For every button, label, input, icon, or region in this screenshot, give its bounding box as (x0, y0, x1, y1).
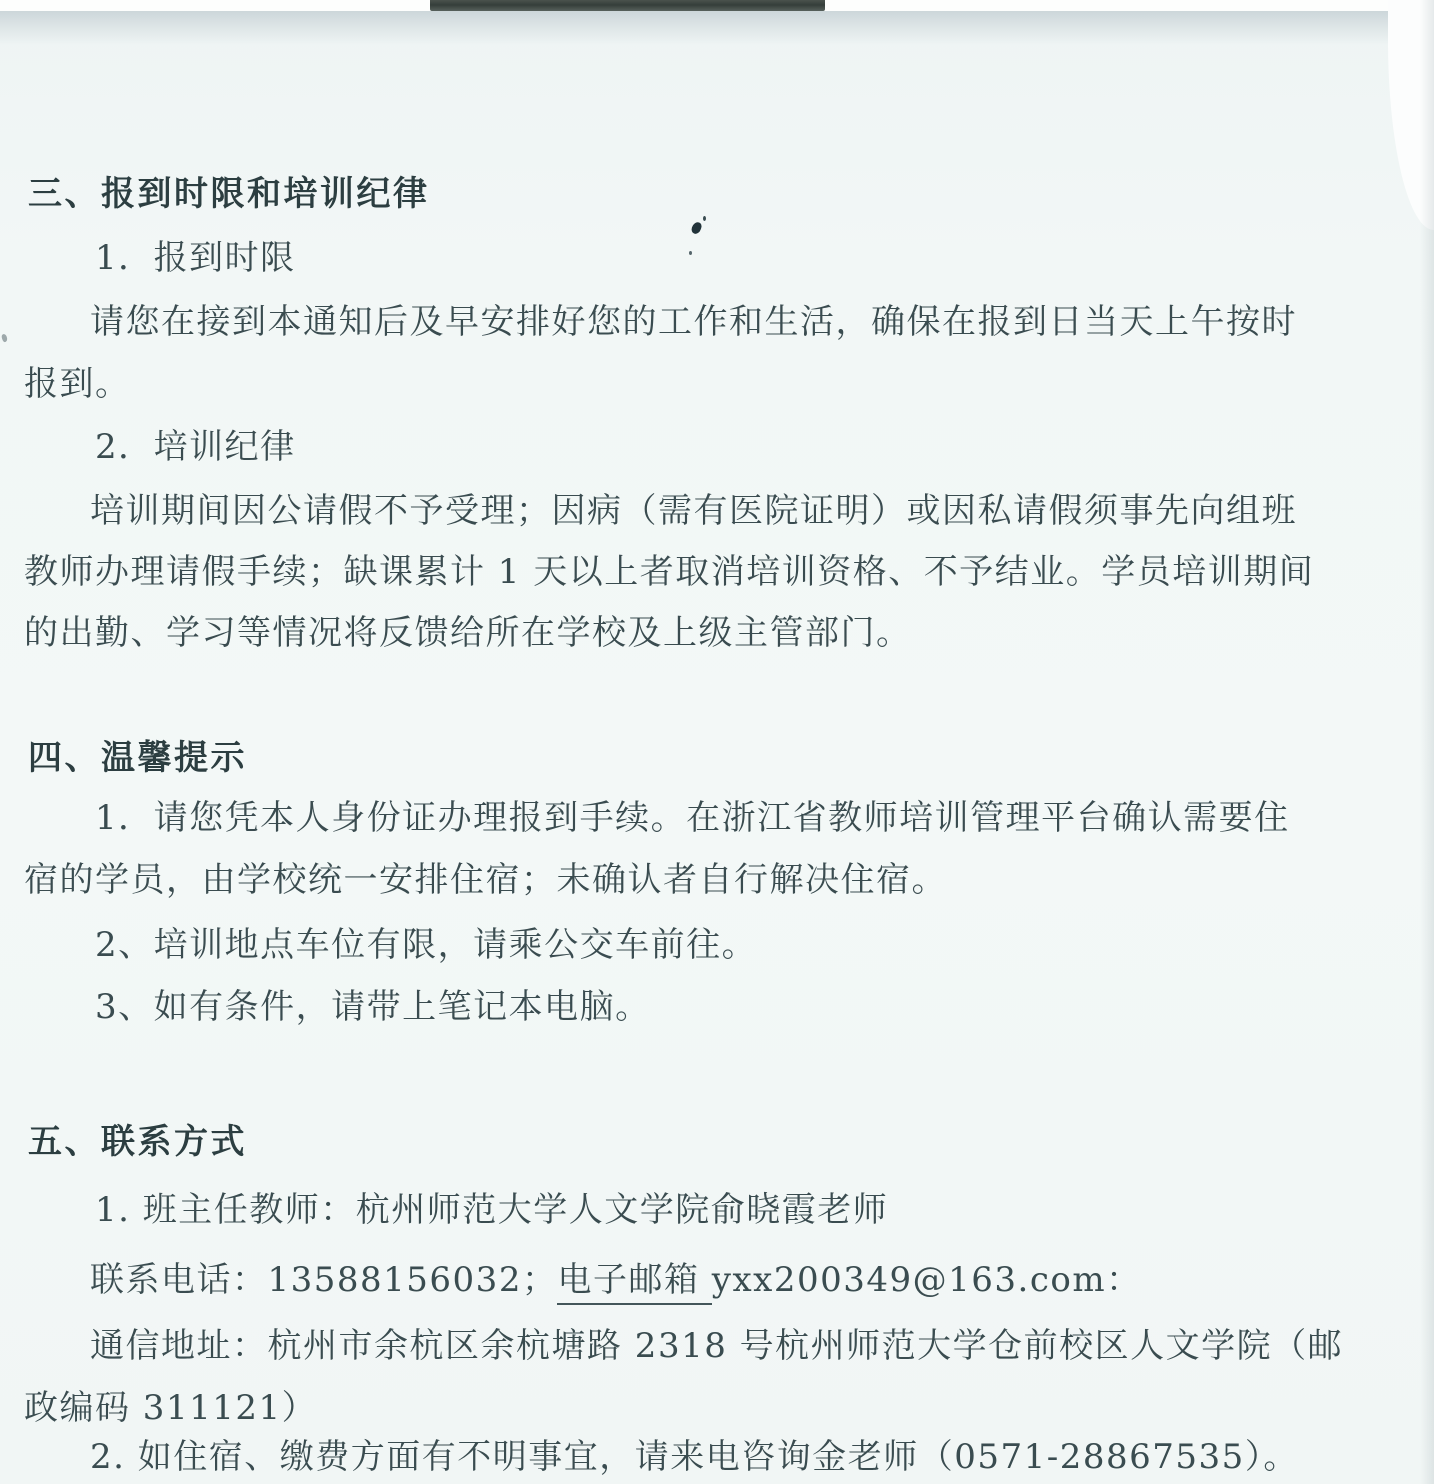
section5-heading: 五、联系方式 (28, 1122, 247, 1162)
contact-email-text: yxx200349@163.com： (711, 1260, 1142, 1300)
section5-item2: 2. 如住宿、缴费方面有不明事宜，请来电咨询金老师（0571-28867535）。 (90, 1437, 1299, 1477)
email-label-underlined: 电子邮箱 (557, 1260, 711, 1305)
ink-speck (690, 221, 702, 235)
section3-para1-line2: 报到。 (24, 364, 131, 404)
section3-heading: 三、报到时限和培训纪律 (28, 174, 430, 214)
ink-speck (703, 216, 706, 221)
scan-top-shadow (0, 11, 1434, 45)
section5-contact-line (90, 1260, 1142, 1300)
section5-address-line2: 政编码 311121） (24, 1388, 318, 1428)
section3-sub2-title: 2．培训纪律 (95, 427, 296, 467)
ink-speck (689, 251, 692, 255)
page-right-edge-shadow (1420, 0, 1434, 1484)
contact-phone-text: 联系电话：13588156032； (90, 1260, 558, 1300)
ink-speck (1, 333, 8, 342)
section3-para2-line3: 的出勤、学习等情况将反馈给所在学校及上级主管部门。 (24, 613, 912, 653)
section5-address-line1: 通信地址：杭州市余杭区余杭塘路 2318 号杭州师范大学仓前校区人文学院（邮 (90, 1326, 1344, 1366)
section3-sub1-title: 1．报到时限 (95, 238, 296, 278)
section4-item1-line1: 1．请您凭本人身份证办理报到手续。在浙江省教师培训管理平台确认需要住 (95, 798, 1290, 838)
section5-item1: 1. 班主任教师：杭州师范大学人文学院俞晓霞老师 (95, 1190, 889, 1230)
section4-heading: 四、温馨提示 (28, 738, 247, 778)
section3-para1-line1: 请您在接到本通知后及早安排好您的工作和生活，确保在报到日当天上午按时 (90, 302, 1297, 342)
section3-para2-line2: 教师办理请假手续；缺课累计 1 天以上者取消培训资格、不予结业。学员培训期间 (24, 552, 1315, 592)
section4-item1-line2: 宿的学员，由学校统一安排住宿；未确认者自行解决住宿。 (24, 860, 947, 900)
section4-item3: 3、如有条件，请带上笔记本电脑。 (95, 987, 651, 1027)
section3-para2-line1: 培训期间因公请假不予受理；因病（需有医院证明）或因私请假须事先向组班 (90, 491, 1297, 531)
scan-top-dark-band (430, 0, 825, 11)
section4-item2: 2、培训地点车位有限，请乘公交车前往。 (95, 925, 758, 965)
